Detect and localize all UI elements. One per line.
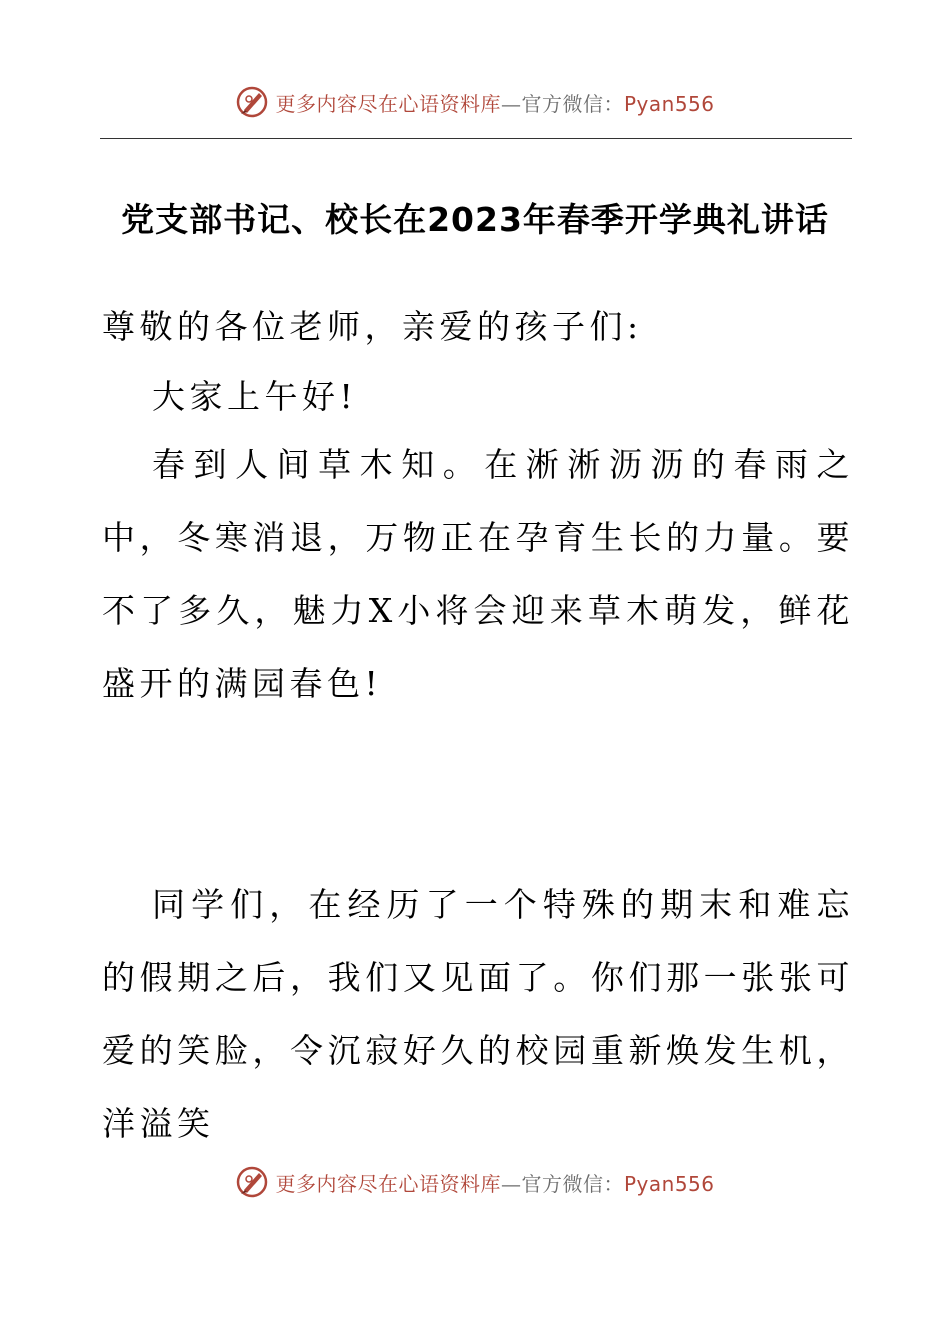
- site-text: 更多内容尽在心语资料库: [275, 91, 501, 116]
- wechat-id: Pyan556: [623, 1171, 715, 1196]
- header-divider: [100, 138, 852, 139]
- banner-separator: —: [500, 1171, 522, 1196]
- pen-circle-logo-icon: [235, 85, 269, 119]
- wechat-id: Pyan556: [623, 91, 715, 116]
- site-text: 更多内容尽在心语资料库: [275, 1171, 501, 1196]
- salutation: 尊敬的各位老师，亲爱的孩子们:: [102, 307, 643, 346]
- body-paragraph-2: 同学们，在经历了一个特殊的期末和难忘的假期之后，我们又见面了。你们那一张张可爱的笑脸，令沉寂好久的校园重新焕发生机，洋溢笑: [102, 885, 854, 1143]
- header-banner: [0, 80, 950, 124]
- banner-text: [275, 1168, 714, 1197]
- footer-banner: [0, 1160, 950, 1204]
- wechat-label: 官方微信：: [521, 1171, 624, 1196]
- document-title: 党支部书记、校长在2023年春季开学典礼讲话: [121, 200, 829, 239]
- banner-text: [275, 88, 714, 117]
- body-paragraph-1: 春到人间草木知。在淅淅沥沥的春雨之中，冬寒消退，万物正在孕育生长的力量。要不了多久，魅力X小将会迎来草木萌发，鲜花盛开的满园春色!: [102, 445, 854, 703]
- greeting: 大家上午好!: [152, 377, 358, 416]
- pen-circle-logo-icon: [235, 1165, 269, 1199]
- banner-separator: —: [500, 91, 522, 116]
- wechat-label: 官方微信：: [521, 91, 624, 116]
